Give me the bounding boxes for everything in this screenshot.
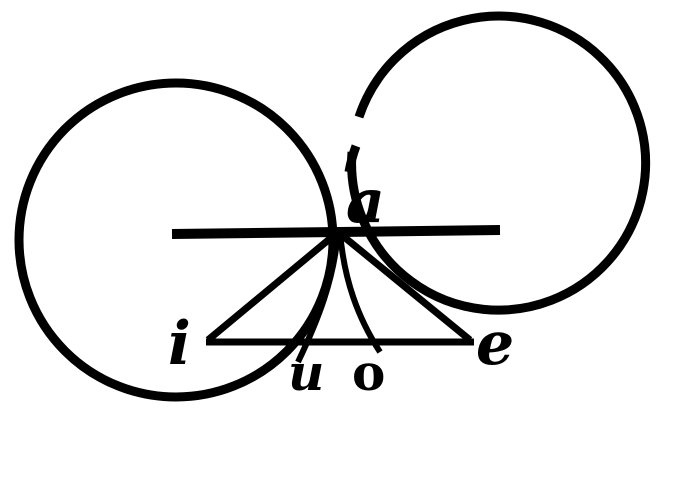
- label-e: e: [476, 309, 515, 379]
- line-a-i: [208, 232, 338, 340]
- line-a-e: [338, 232, 470, 340]
- label-o: o: [352, 343, 386, 402]
- label-a: a: [346, 167, 385, 237]
- label-i: i: [168, 309, 191, 379]
- right-circle: [352, 16, 646, 310]
- label-u: u: [288, 343, 325, 402]
